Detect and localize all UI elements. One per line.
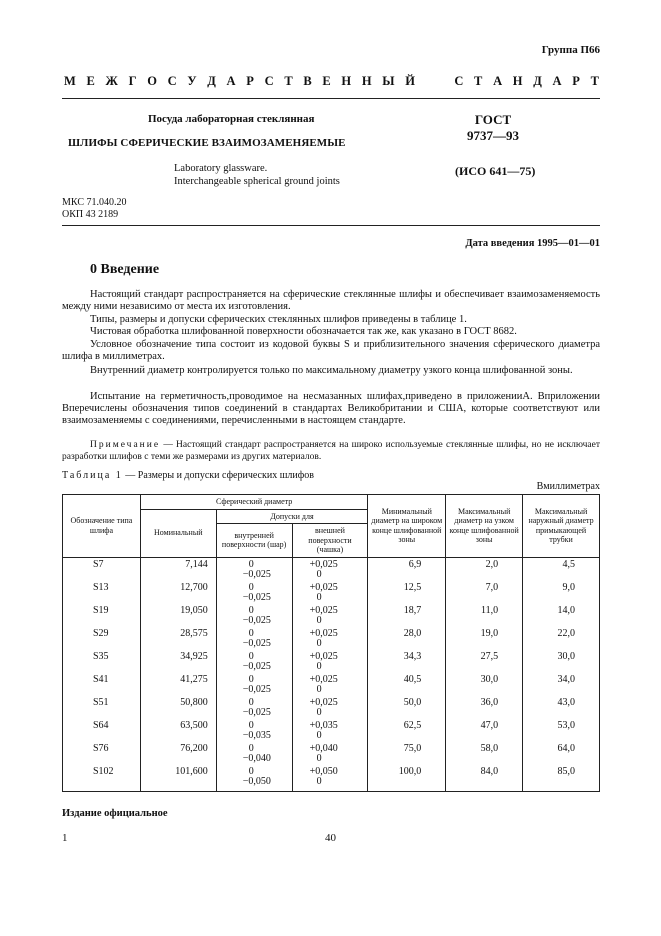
cell-outer-tolerance xyxy=(292,627,368,650)
inner-lower: −0,040 xyxy=(242,753,271,764)
cell-nominal: 101,600 xyxy=(140,765,216,792)
okp-code: ОКП 43 2189 xyxy=(62,209,119,220)
cell-type: S51 xyxy=(63,696,141,719)
banner-letter: Е xyxy=(86,74,95,88)
inner-upper: 0 xyxy=(248,673,254,685)
inner-lower: −0,025 xyxy=(242,707,271,718)
cell-nominal: 76,200 xyxy=(140,742,216,765)
banner-letter: Е xyxy=(322,74,331,88)
banner-letter: О xyxy=(147,74,157,88)
inner-lower: −0,025 xyxy=(242,684,271,695)
cell-type: S13 xyxy=(63,581,141,604)
english-title-line-2: Interchangeable spherical ground joints xyxy=(174,176,340,187)
outer-lower: 0 xyxy=(316,638,322,649)
table-body xyxy=(63,557,600,791)
table-caption xyxy=(62,470,314,481)
mks-code: МКС 71.040.20 xyxy=(62,197,127,208)
paragraph-4: Условное обозначение типа состоит из кодовой буквы S и приблизительного значения сферического диаметра шлифа в миллиметрах. xyxy=(62,339,600,363)
effective-date: Дата введения 1995—01—01 xyxy=(465,238,600,249)
cell-max-narrow: 27,5 xyxy=(446,650,523,673)
cell-inner-tolerance xyxy=(216,742,292,765)
outer-upper: +0,035 xyxy=(309,719,338,731)
outer-upper: +0,025 xyxy=(309,604,338,616)
cell-max-narrow: 30,0 xyxy=(446,673,523,696)
cell-outer-tolerance xyxy=(292,604,368,627)
english-title-line-1: Laboratory glassware. xyxy=(174,163,268,174)
table-row xyxy=(63,627,600,650)
table-row xyxy=(63,765,600,792)
header-spherical: Сферический диаметр xyxy=(140,495,368,510)
iso-reference: (ИСО 641—75) xyxy=(455,164,536,178)
banner-letter: Г xyxy=(128,74,137,88)
table-caption-text: — Размеры и допуски сферических шлифов xyxy=(122,470,314,481)
inner-lower: −0,050 xyxy=(242,776,271,787)
banner-letter: У xyxy=(187,74,197,88)
table-row xyxy=(63,719,600,742)
title-line-2: ШЛИФЫ СФЕРИЧЕСКИЕ ВЗАИМОЗАМЕНЯЕМЫЕ xyxy=(68,137,346,149)
cell-type: S64 xyxy=(63,719,141,742)
outer-upper: +0,050 xyxy=(309,765,338,777)
cell-max-narrow: 36,0 xyxy=(446,696,523,719)
cell-inner-tolerance xyxy=(216,650,292,673)
header-outer: внешней поверхности (чашка) xyxy=(292,524,368,558)
paragraph-6: Испытание на герметичность,проводимое на несмазанных шлифах,приведено в приложенииА. Вприложении Вперечислены обозначения типов соединений в стандартах Великобритании и США, которые соответствуют или взаимозаменяемы с соединениями, перечисленными в настоящем стандарте. xyxy=(62,391,600,427)
cell-max-outer: 9,0 xyxy=(523,581,600,604)
top-rule xyxy=(62,98,600,99)
paragraph-3: Чистовая обработка шлифованной поверхности обозначается так же, как указано в ГОСТ 8682. xyxy=(90,326,517,337)
banner-letter: Н xyxy=(341,74,352,88)
note-text: — Настоящий стандарт распространяется на широко используемые стеклянные шлифы, но не исключает разработки шлифов с теми же размерами из других материалов. xyxy=(62,440,600,462)
banner-letter: Ж xyxy=(105,74,118,88)
gost-code: 9737—93 xyxy=(467,128,519,143)
cell-inner-tolerance xyxy=(216,765,292,792)
cell-nominal: 63,500 xyxy=(140,719,216,742)
header-max-narrow: Максимальный диаметр на узком конце шлифованной зоны xyxy=(446,495,523,558)
banner-letter: С xyxy=(454,74,464,88)
inner-upper: 0 xyxy=(248,650,254,662)
cell-max-outer: 22,0 xyxy=(523,627,600,650)
inner-upper: 0 xyxy=(248,696,254,708)
inner-lower: −0,025 xyxy=(242,569,271,580)
cell-nominal: 50,800 xyxy=(140,696,216,719)
outer-upper: +0,025 xyxy=(309,673,338,685)
cell-outer-tolerance xyxy=(292,557,368,581)
cell-max-outer: 53,0 xyxy=(523,719,600,742)
outer-lower: 0 xyxy=(316,730,322,741)
cell-inner-tolerance xyxy=(216,627,292,650)
english-title xyxy=(174,162,340,188)
official-publication: Издание официальное xyxy=(62,808,168,819)
banner-letter: Т xyxy=(284,74,293,88)
cell-max-outer: 64,0 xyxy=(523,742,600,765)
cell-inner-tolerance xyxy=(216,696,292,719)
cell-min-wide: 34,3 xyxy=(368,650,446,673)
cell-nominal: 7,144 xyxy=(140,557,216,581)
cell-type: S7 xyxy=(63,557,141,581)
cell-inner-tolerance xyxy=(216,604,292,627)
cell-nominal: 41,275 xyxy=(140,673,216,696)
cell-nominal: 34,925 xyxy=(140,650,216,673)
inner-lower: −0,025 xyxy=(242,638,271,649)
banner-letter: Д xyxy=(207,74,216,88)
cell-type: S35 xyxy=(63,650,141,673)
inner-upper: 0 xyxy=(248,627,254,639)
outer-upper: +0,025 xyxy=(309,627,338,639)
cell-max-narrow: 11,0 xyxy=(446,604,523,627)
cell-max-narrow: 47,0 xyxy=(446,719,523,742)
cell-inner-tolerance xyxy=(216,673,292,696)
cell-min-wide: 40,5 xyxy=(368,673,446,696)
header-nominal: Номинальный xyxy=(140,509,216,557)
outer-lower: 0 xyxy=(316,569,322,580)
outer-lower: 0 xyxy=(316,753,322,764)
cell-outer-tolerance xyxy=(292,581,368,604)
banner-letter: Н xyxy=(512,74,523,88)
cell-inner-tolerance xyxy=(216,581,292,604)
paragraph-2: Типы, размеры и допуски сферических стеклянных шлифов приведены в таблице 1. xyxy=(90,314,467,325)
banner-letter: С xyxy=(167,74,177,88)
cell-type: S19 xyxy=(63,604,141,627)
cell-type: S41 xyxy=(63,673,141,696)
banner-letter: А xyxy=(226,74,236,88)
inner-lower: −0,025 xyxy=(242,615,271,626)
outer-upper: +0,025 xyxy=(309,558,338,570)
cell-max-outer: 4,5 xyxy=(523,557,600,581)
cell-outer-tolerance xyxy=(292,696,368,719)
cell-max-narrow: 84,0 xyxy=(446,765,523,792)
cell-max-narrow: 19,0 xyxy=(446,627,523,650)
header-max-outer: Максимальный наружный диаметр примыкающей трубки xyxy=(523,495,600,558)
gost-number xyxy=(467,112,519,144)
header-inner: внутренней поверхности (шар) xyxy=(216,524,292,558)
cell-min-wide: 12,5 xyxy=(368,581,446,604)
cell-max-outer: 85,0 xyxy=(523,765,600,792)
cell-max-narrow: 2,0 xyxy=(446,557,523,581)
cell-outer-tolerance xyxy=(292,673,368,696)
cell-max-outer: 14,0 xyxy=(523,604,600,627)
outer-lower: 0 xyxy=(316,684,322,695)
inner-upper: 0 xyxy=(248,719,254,731)
cell-max-narrow: 7,0 xyxy=(446,581,523,604)
classification-codes xyxy=(62,197,126,221)
title-line-1: Посуда лабораторная стеклянная xyxy=(148,113,315,125)
cell-min-wide: 50,0 xyxy=(368,696,446,719)
cell-nominal: 28,575 xyxy=(140,627,216,650)
table-row xyxy=(63,742,600,765)
footer-number: 1 xyxy=(62,832,68,844)
banner-letter xyxy=(426,74,444,89)
header-tolerances: Допуски для xyxy=(216,509,368,524)
cell-type: S29 xyxy=(63,627,141,650)
cell-outer-tolerance xyxy=(292,650,368,673)
cell-min-wide: 100,0 xyxy=(368,765,446,792)
cell-min-wide: 62,5 xyxy=(368,719,446,742)
banner-letter: В xyxy=(303,74,312,88)
inner-upper: 0 xyxy=(248,742,254,754)
inner-upper: 0 xyxy=(248,604,254,616)
paragraph-5: Внутренний диаметр контролируется только по максимальному диаметру узкого конца шлифованной зоны. xyxy=(90,365,573,376)
cell-type: S76 xyxy=(63,742,141,765)
inner-upper: 0 xyxy=(248,581,254,593)
table-row xyxy=(63,696,600,719)
cell-max-outer: 30,0 xyxy=(523,650,600,673)
inner-upper: 0 xyxy=(248,765,254,777)
header-designation: Обозначение типа шлифа xyxy=(63,495,141,558)
cell-min-wide: 75,0 xyxy=(368,742,446,765)
note xyxy=(62,440,600,463)
table-row xyxy=(63,650,600,673)
cell-min-wide: 6,9 xyxy=(368,557,446,581)
cell-max-narrow: 58,0 xyxy=(446,742,523,765)
banner-letter: Д xyxy=(533,74,542,88)
table-row xyxy=(63,673,600,696)
page-number: 40 xyxy=(325,832,336,844)
cell-type: S102 xyxy=(63,765,141,792)
cell-inner-tolerance xyxy=(216,557,292,581)
group-code: Группа П66 xyxy=(541,44,600,56)
section-heading: 0 Введение xyxy=(90,262,160,277)
banner-letter: А xyxy=(493,74,503,88)
outer-upper: +0,025 xyxy=(309,696,338,708)
table-row xyxy=(63,581,600,604)
cell-max-outer: 43,0 xyxy=(523,696,600,719)
inner-lower: −0,025 xyxy=(242,592,271,603)
dimensions-table xyxy=(62,494,600,792)
gost-label: ГОСТ xyxy=(474,112,512,127)
banner-letter: Й xyxy=(405,74,415,88)
cell-inner-tolerance xyxy=(216,719,292,742)
banner-letter: А xyxy=(552,74,562,88)
banner-letter: С xyxy=(264,74,274,88)
table-row xyxy=(63,604,600,627)
outer-lower: 0 xyxy=(316,661,322,672)
banner-letter: Р xyxy=(246,74,254,88)
cell-max-outer: 34,0 xyxy=(523,673,600,696)
cell-nominal: 12,700 xyxy=(140,581,216,604)
mid-rule xyxy=(62,225,600,226)
outer-upper: +0,025 xyxy=(309,650,338,662)
table-caption-label: Таблица 1 xyxy=(62,470,123,481)
cell-outer-tolerance xyxy=(292,765,368,792)
cell-outer-tolerance xyxy=(292,719,368,742)
note-label: Примечание xyxy=(90,440,161,450)
outer-lower: 0 xyxy=(316,707,322,718)
inner-upper: 0 xyxy=(248,558,254,570)
outer-lower: 0 xyxy=(316,592,322,603)
banner-letter: Ы xyxy=(382,74,395,88)
inner-lower: −0,035 xyxy=(242,730,271,741)
inner-lower: −0,025 xyxy=(242,661,271,672)
header-min-wide: Минимальный диаметр на широком конце шлифованной зоны xyxy=(368,495,446,558)
banner-letter: Р xyxy=(572,74,580,88)
banner-letter: Т xyxy=(474,74,483,88)
paragraph-1: Настоящий стандарт распространяется на сферические стеклянные шлифы и обеспечивает взаимозаменяемость между ними независимо от места их изготовления. xyxy=(62,289,600,313)
outer-lower: 0 xyxy=(316,776,322,787)
table-row xyxy=(63,557,600,581)
outer-upper: +0,025 xyxy=(309,581,338,593)
cell-nominal: 19,050 xyxy=(140,604,216,627)
cell-min-wide: 28,0 xyxy=(368,627,446,650)
cell-outer-tolerance xyxy=(292,742,368,765)
outer-lower: 0 xyxy=(316,615,322,626)
interstate-standard-banner xyxy=(64,74,599,89)
banner-letter: Т xyxy=(590,74,599,88)
banner-letter: Н xyxy=(361,74,372,88)
banner-letter: М xyxy=(64,74,76,88)
table-units: Вмиллиметрах xyxy=(536,481,600,492)
outer-upper: +0,040 xyxy=(309,742,338,754)
cell-min-wide: 18,7 xyxy=(368,604,446,627)
